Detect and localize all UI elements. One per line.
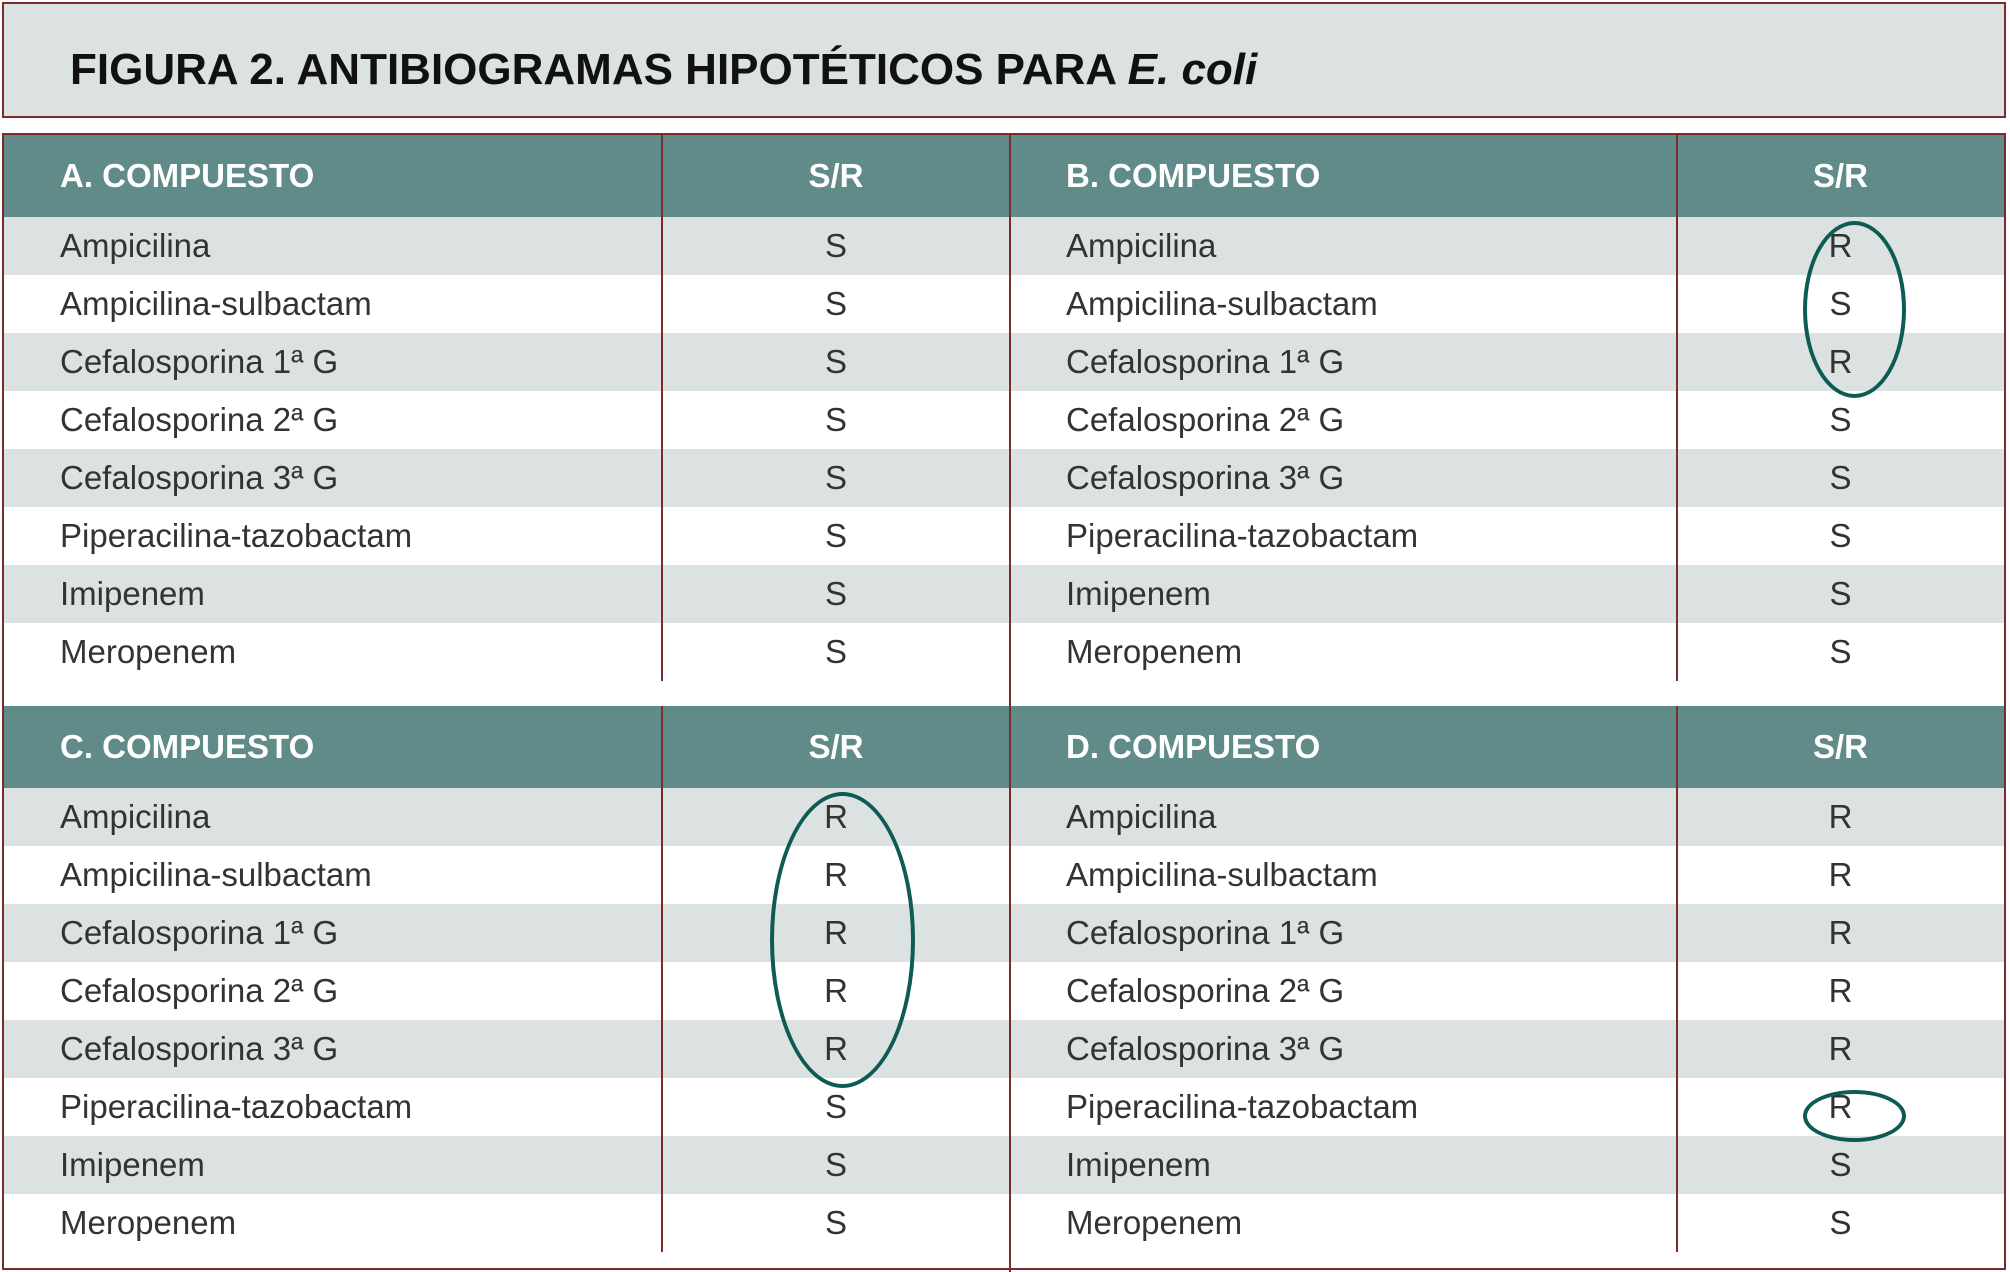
column-divider	[661, 135, 663, 681]
result-value: R	[1828, 972, 1853, 1009]
result-column-header: S/R	[808, 728, 864, 765]
result-value: R	[824, 972, 848, 1009]
compound-name: Cefalosporina 2ª G	[60, 401, 339, 438]
compound-name: Cefalosporina 2ª G	[60, 972, 339, 1009]
table-row	[4, 391, 1010, 449]
result-value: R	[1828, 343, 1853, 380]
result-value: S	[1829, 633, 1852, 670]
table-row	[4, 1194, 1010, 1252]
panel-divider	[1009, 135, 1011, 1272]
table-row	[4, 565, 1010, 623]
result-value: S	[824, 575, 847, 612]
result-value: R	[1828, 856, 1853, 893]
compound-name: Imipenem	[1066, 575, 1211, 612]
table-row	[4, 449, 1010, 507]
result-value: S	[824, 1088, 847, 1125]
result-value: S	[1829, 401, 1852, 438]
compound-name: Cefalosporina 3ª G	[60, 1030, 339, 1067]
figure-title-prefix: FIGURA 2. ANTIBIOGRAMAS HIPOTÉTICOS PARA	[70, 45, 1128, 94]
figure-title	[70, 4, 1257, 120]
result-value: S	[1829, 575, 1852, 612]
result-value: S	[824, 227, 847, 264]
result-column-header: S/R	[1812, 728, 1868, 765]
compound-name: Imipenem	[60, 1146, 205, 1183]
column-divider	[1676, 706, 1678, 1252]
result-value: R	[824, 1030, 848, 1067]
table-row	[4, 1078, 1010, 1136]
panel-d-header	[1010, 706, 2004, 788]
table-row	[1010, 846, 2004, 904]
compound-name: Meropenem	[1066, 1204, 1243, 1241]
highlight-ring-b	[1803, 221, 1906, 398]
column-divider	[1676, 135, 1678, 681]
compound-name: Imipenem	[1066, 1146, 1211, 1183]
compound-column-header: A. COMPUESTO	[60, 157, 315, 194]
result-value: R	[1828, 798, 1853, 835]
compound-name: Cefalosporina 3ª G	[1066, 459, 1345, 496]
highlight-ring-c	[770, 792, 915, 1088]
compound-column-header: D. COMPUESTO	[1066, 728, 1321, 765]
result-value: S	[824, 633, 847, 670]
result-value: S	[1829, 285, 1852, 322]
compound-name: Ampicilina	[1066, 798, 1217, 835]
table-row	[4, 507, 1010, 565]
table-row	[1010, 788, 2004, 846]
antibiogram-grid	[2, 133, 2006, 1270]
compound-name: Imipenem	[60, 575, 205, 612]
compound-name: Ampicilina-sulbactam	[60, 856, 372, 893]
result-value: S	[824, 459, 847, 496]
table-row	[1010, 391, 2004, 449]
compound-name: Ampicilina	[60, 798, 211, 835]
compound-name: Meropenem	[60, 633, 237, 670]
result-value: S	[824, 343, 847, 380]
compound-name: Piperacilina-tazobactam	[60, 517, 413, 554]
compound-name: Cefalosporina 3ª G	[1066, 1030, 1345, 1067]
result-value: S	[824, 1146, 847, 1183]
result-value: R	[1828, 914, 1853, 951]
result-value: S	[824, 285, 847, 322]
panel-d	[1010, 706, 2004, 1252]
result-value: R	[824, 914, 848, 951]
table-row	[1010, 1136, 2004, 1194]
table-row	[4, 623, 1010, 681]
compound-column-header: C. COMPUESTO	[60, 728, 315, 765]
compound-name: Meropenem	[60, 1204, 237, 1241]
panel-a-header	[4, 135, 1010, 217]
compound-name: Cefalosporina 2ª G	[1066, 401, 1345, 438]
result-column-header: S/R	[808, 157, 864, 194]
panel-c-header	[4, 706, 1010, 788]
table-row	[4, 333, 1010, 391]
result-value: R	[1828, 227, 1853, 264]
compound-name: Ampicilina-sulbactam	[1066, 856, 1378, 893]
compound-name: Cefalosporina 1ª G	[1066, 343, 1345, 380]
table-row	[1010, 1020, 2004, 1078]
table-row	[4, 217, 1010, 275]
compound-name: Cefalosporina 3ª G	[60, 459, 339, 496]
result-value: R	[1828, 1030, 1853, 1067]
result-value: R	[824, 856, 848, 893]
table-row	[4, 1136, 1010, 1194]
compound-name: Ampicilina-sulbactam	[60, 285, 372, 322]
panel-b-header	[1010, 135, 2004, 217]
compound-name: Ampicilina-sulbactam	[1066, 285, 1378, 322]
result-value: R	[824, 798, 848, 835]
compound-name: Cefalosporina 1ª G	[1066, 914, 1345, 951]
compound-name: Ampicilina	[60, 227, 211, 264]
compound-name: Meropenem	[1066, 633, 1243, 670]
compound-name: Piperacilina-tazobactam	[1066, 517, 1419, 554]
compound-name: Cefalosporina 1ª G	[60, 343, 339, 380]
table-row	[1010, 1194, 2004, 1252]
result-value: S	[824, 401, 847, 438]
table-row	[4, 275, 1010, 333]
figure-title-box	[2, 2, 2006, 118]
result-value: S	[1829, 517, 1852, 554]
table-row	[1010, 507, 2004, 565]
compound-name: Ampicilina	[1066, 227, 1217, 264]
result-column-header: S/R	[1812, 157, 1868, 194]
result-value: S	[824, 1204, 847, 1241]
result-value: S	[1829, 459, 1852, 496]
compound-name: Piperacilina-tazobactam	[1066, 1088, 1419, 1125]
figure-title-species: E. coli	[1127, 45, 1258, 94]
panel-b	[1010, 135, 2004, 681]
table-row	[1010, 904, 2004, 962]
panel-a	[4, 135, 1010, 681]
compound-name: Cefalosporina 2ª G	[1066, 972, 1345, 1009]
result-value: S	[1829, 1146, 1852, 1183]
table-row	[1010, 565, 2004, 623]
table-row	[1010, 623, 2004, 681]
result-value: R	[1828, 1088, 1853, 1125]
compound-column-header: B. COMPUESTO	[1066, 157, 1321, 194]
table-row	[1010, 962, 2004, 1020]
compound-name: Cefalosporina 1ª G	[60, 914, 339, 951]
column-divider	[661, 706, 663, 1252]
result-value: S	[1829, 1204, 1852, 1241]
result-value: S	[824, 517, 847, 554]
table-row	[1010, 449, 2004, 507]
highlight-ring-d	[1803, 1090, 1906, 1142]
compound-name: Piperacilina-tazobactam	[60, 1088, 413, 1125]
